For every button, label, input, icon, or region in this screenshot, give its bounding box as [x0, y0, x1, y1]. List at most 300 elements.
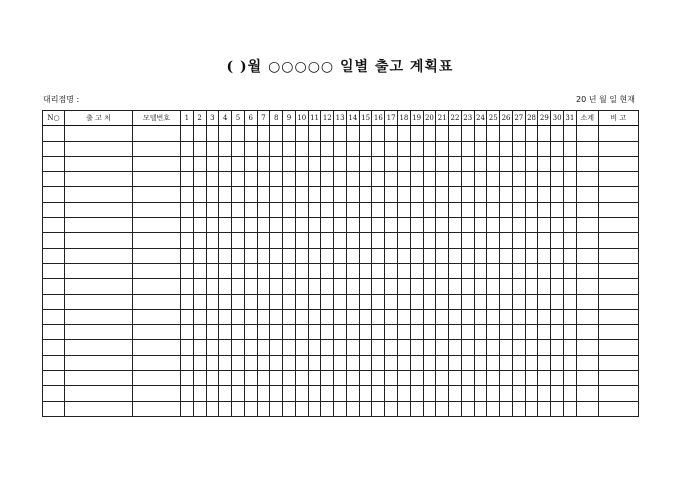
table-cell[interactable] — [500, 401, 513, 416]
table-cell[interactable] — [487, 187, 500, 202]
table-cell[interactable] — [385, 386, 398, 401]
table-cell[interactable] — [321, 172, 334, 187]
table-cell[interactable] — [295, 202, 308, 217]
table-cell[interactable] — [206, 386, 219, 401]
table-cell[interactable] — [487, 401, 500, 416]
table-cell[interactable] — [487, 309, 500, 324]
table-cell[interactable] — [334, 187, 347, 202]
table-cell[interactable] — [43, 233, 65, 248]
table-cell[interactable] — [563, 340, 576, 355]
table-cell[interactable] — [133, 263, 181, 278]
table-cell[interactable] — [295, 141, 308, 156]
table-cell[interactable] — [206, 248, 219, 263]
table-cell[interactable] — [270, 309, 283, 324]
table-cell[interactable] — [206, 263, 219, 278]
table-cell[interactable] — [500, 263, 513, 278]
table-cell[interactable] — [449, 371, 462, 386]
table-cell[interactable] — [563, 294, 576, 309]
table-cell[interactable] — [461, 218, 474, 233]
table-cell[interactable] — [461, 248, 474, 263]
table-cell[interactable] — [551, 371, 564, 386]
table-cell[interactable] — [244, 126, 257, 141]
table-cell[interactable] — [563, 371, 576, 386]
table-cell[interactable] — [538, 187, 551, 202]
table-cell[interactable] — [346, 294, 359, 309]
table-cell[interactable] — [436, 248, 449, 263]
table-cell[interactable] — [283, 401, 296, 416]
table-cell[interactable] — [563, 141, 576, 156]
table-cell[interactable] — [474, 187, 487, 202]
table-cell[interactable] — [43, 218, 65, 233]
table-cell[interactable] — [181, 401, 194, 416]
table-cell[interactable] — [500, 340, 513, 355]
table-cell[interactable] — [133, 386, 181, 401]
table-cell[interactable] — [133, 401, 181, 416]
table-cell[interactable] — [193, 325, 206, 340]
table-cell[interactable] — [206, 156, 219, 171]
table-cell[interactable] — [43, 340, 65, 355]
table-cell[interactable] — [512, 248, 525, 263]
table-cell[interactable] — [346, 309, 359, 324]
table-cell[interactable] — [257, 401, 270, 416]
table-cell[interactable] — [538, 202, 551, 217]
table-cell[interactable] — [244, 263, 257, 278]
table-cell[interactable] — [232, 340, 245, 355]
table-cell[interactable] — [474, 294, 487, 309]
table-cell[interactable] — [334, 172, 347, 187]
table-cell[interactable] — [474, 202, 487, 217]
table-cell[interactable] — [193, 355, 206, 370]
table-cell[interactable] — [193, 187, 206, 202]
table-cell[interactable] — [410, 172, 423, 187]
table-cell[interactable] — [551, 248, 564, 263]
table-cell[interactable] — [423, 248, 436, 263]
table-cell[interactable] — [576, 233, 598, 248]
table-cell[interactable] — [525, 279, 538, 294]
table-cell[interactable] — [270, 386, 283, 401]
table-cell[interactable] — [436, 371, 449, 386]
table-cell[interactable] — [576, 355, 598, 370]
table-cell[interactable] — [232, 233, 245, 248]
table-cell[interactable] — [270, 279, 283, 294]
table-cell[interactable] — [219, 309, 232, 324]
table-cell[interactable] — [500, 248, 513, 263]
table-cell[interactable] — [436, 325, 449, 340]
table-cell[interactable] — [244, 233, 257, 248]
table-cell[interactable] — [410, 202, 423, 217]
table-cell[interactable] — [598, 126, 638, 141]
table-cell[interactable] — [359, 218, 372, 233]
table-cell[interactable] — [321, 294, 334, 309]
table-cell[interactable] — [385, 340, 398, 355]
table-cell[interactable] — [359, 202, 372, 217]
table-cell[interactable] — [43, 371, 65, 386]
table-cell[interactable] — [43, 202, 65, 217]
table-cell[interactable] — [270, 371, 283, 386]
table-cell[interactable] — [270, 294, 283, 309]
table-cell[interactable] — [551, 172, 564, 187]
table-cell[interactable] — [193, 218, 206, 233]
table-cell[interactable] — [598, 371, 638, 386]
table-cell[interactable] — [334, 218, 347, 233]
table-cell[interactable] — [598, 172, 638, 187]
table-cell[interactable] — [321, 355, 334, 370]
table-cell[interactable] — [295, 172, 308, 187]
table-cell[interactable] — [500, 187, 513, 202]
table-cell[interactable] — [359, 294, 372, 309]
table-cell[interactable] — [563, 309, 576, 324]
table-cell[interactable] — [598, 187, 638, 202]
table-cell[interactable] — [43, 187, 65, 202]
table-cell[interactable] — [512, 309, 525, 324]
table-cell[interactable] — [372, 355, 385, 370]
table-cell[interactable] — [43, 172, 65, 187]
table-cell[interactable] — [283, 248, 296, 263]
table-cell[interactable] — [576, 218, 598, 233]
table-cell[interactable] — [398, 279, 411, 294]
table-cell[interactable] — [500, 309, 513, 324]
table-cell[interactable] — [181, 248, 194, 263]
table-cell[interactable] — [500, 279, 513, 294]
table-cell[interactable] — [244, 355, 257, 370]
table-cell[interactable] — [219, 141, 232, 156]
table-cell[interactable] — [449, 233, 462, 248]
table-cell[interactable] — [423, 187, 436, 202]
table-cell[interactable] — [525, 340, 538, 355]
table-cell[interactable] — [219, 263, 232, 278]
table-cell[interactable] — [270, 126, 283, 141]
table-cell[interactable] — [525, 263, 538, 278]
table-cell[interactable] — [461, 340, 474, 355]
table-cell[interactable] — [359, 401, 372, 416]
table-cell[interactable] — [244, 187, 257, 202]
table-cell[interactable] — [385, 371, 398, 386]
table-cell[interactable] — [372, 126, 385, 141]
table-cell[interactable] — [474, 279, 487, 294]
table-cell[interactable] — [436, 401, 449, 416]
table-cell[interactable] — [334, 279, 347, 294]
table-cell[interactable] — [372, 371, 385, 386]
table-cell[interactable] — [449, 340, 462, 355]
table-cell[interactable] — [232, 309, 245, 324]
table-cell[interactable] — [133, 126, 181, 141]
table-cell[interactable] — [525, 187, 538, 202]
table-cell[interactable] — [346, 263, 359, 278]
table-cell[interactable] — [474, 386, 487, 401]
table-cell[interactable] — [334, 156, 347, 171]
table-cell[interactable] — [474, 218, 487, 233]
table-cell[interactable] — [538, 355, 551, 370]
table-cell[interactable] — [372, 279, 385, 294]
table-cell[interactable] — [65, 141, 133, 156]
table-cell[interactable] — [500, 141, 513, 156]
table-cell[interactable] — [219, 325, 232, 340]
table-cell[interactable] — [398, 187, 411, 202]
table-cell[interactable] — [193, 202, 206, 217]
table-cell[interactable] — [181, 279, 194, 294]
table-cell[interactable] — [346, 248, 359, 263]
table-cell[interactable] — [551, 279, 564, 294]
table-cell[interactable] — [295, 263, 308, 278]
table-cell[interactable] — [219, 218, 232, 233]
table-cell[interactable] — [500, 355, 513, 370]
table-cell[interactable] — [321, 233, 334, 248]
table-cell[interactable] — [423, 156, 436, 171]
table-cell[interactable] — [43, 401, 65, 416]
table-cell[interactable] — [283, 279, 296, 294]
table-cell[interactable] — [206, 325, 219, 340]
table-cell[interactable] — [410, 325, 423, 340]
table-cell[interactable] — [576, 156, 598, 171]
table-cell[interactable] — [334, 340, 347, 355]
table-cell[interactable] — [181, 141, 194, 156]
table-cell[interactable] — [283, 325, 296, 340]
table-cell[interactable] — [538, 340, 551, 355]
table-cell[interactable] — [232, 248, 245, 263]
table-cell[interactable] — [219, 202, 232, 217]
table-cell[interactable] — [133, 233, 181, 248]
table-cell[interactable] — [461, 187, 474, 202]
table-cell[interactable] — [244, 218, 257, 233]
table-cell[interactable] — [346, 202, 359, 217]
table-cell[interactable] — [321, 248, 334, 263]
table-cell[interactable] — [512, 325, 525, 340]
table-cell[interactable] — [181, 340, 194, 355]
table-cell[interactable] — [257, 202, 270, 217]
table-cell[interactable] — [487, 386, 500, 401]
table-cell[interactable] — [398, 172, 411, 187]
table-cell[interactable] — [193, 248, 206, 263]
table-cell[interactable] — [538, 172, 551, 187]
table-cell[interactable] — [43, 248, 65, 263]
table-cell[interactable] — [500, 325, 513, 340]
table-cell[interactable] — [257, 355, 270, 370]
table-cell[interactable] — [206, 218, 219, 233]
table-cell[interactable] — [232, 386, 245, 401]
table-cell[interactable] — [436, 172, 449, 187]
table-cell[interactable] — [538, 401, 551, 416]
table-cell[interactable] — [359, 156, 372, 171]
table-cell[interactable] — [295, 126, 308, 141]
table-cell[interactable] — [538, 248, 551, 263]
table-cell[interactable] — [500, 172, 513, 187]
table-cell[interactable] — [576, 187, 598, 202]
table-cell[interactable] — [295, 187, 308, 202]
table-cell[interactable] — [334, 263, 347, 278]
table-cell[interactable] — [283, 187, 296, 202]
table-cell[interactable] — [538, 325, 551, 340]
table-cell[interactable] — [334, 126, 347, 141]
table-cell[interactable] — [410, 187, 423, 202]
table-cell[interactable] — [449, 309, 462, 324]
table-cell[interactable] — [257, 386, 270, 401]
table-cell[interactable] — [65, 263, 133, 278]
table-cell[interactable] — [423, 309, 436, 324]
table-cell[interactable] — [359, 172, 372, 187]
table-cell[interactable] — [576, 172, 598, 187]
table-cell[interactable] — [512, 294, 525, 309]
table-cell[interactable] — [308, 355, 321, 370]
table-cell[interactable] — [474, 371, 487, 386]
table-cell[interactable] — [334, 371, 347, 386]
table-cell[interactable] — [487, 218, 500, 233]
table-cell[interactable] — [538, 141, 551, 156]
table-cell[interactable] — [43, 156, 65, 171]
table-cell[interactable] — [219, 371, 232, 386]
table-cell[interactable] — [244, 309, 257, 324]
table-cell[interactable] — [449, 325, 462, 340]
table-cell[interactable] — [206, 141, 219, 156]
table-cell[interactable] — [385, 248, 398, 263]
table-cell[interactable] — [525, 355, 538, 370]
table-cell[interactable] — [551, 233, 564, 248]
table-cell[interactable] — [512, 355, 525, 370]
table-cell[interactable] — [321, 263, 334, 278]
table-cell[interactable] — [538, 218, 551, 233]
table-cell[interactable] — [283, 309, 296, 324]
table-cell[interactable] — [598, 309, 638, 324]
table-cell[interactable] — [563, 218, 576, 233]
table-cell[interactable] — [232, 202, 245, 217]
table-cell[interactable] — [283, 355, 296, 370]
table-cell[interactable] — [525, 401, 538, 416]
table-cell[interactable] — [500, 386, 513, 401]
table-cell[interactable] — [193, 141, 206, 156]
table-cell[interactable] — [346, 386, 359, 401]
table-cell[interactable] — [232, 294, 245, 309]
table-cell[interactable] — [232, 263, 245, 278]
table-cell[interactable] — [65, 279, 133, 294]
table-cell[interactable] — [359, 141, 372, 156]
table-cell[interactable] — [193, 386, 206, 401]
table-cell[interactable] — [512, 386, 525, 401]
table-cell[interactable] — [133, 187, 181, 202]
table-cell[interactable] — [423, 172, 436, 187]
table-cell[interactable] — [474, 263, 487, 278]
table-cell[interactable] — [436, 233, 449, 248]
table-cell[interactable] — [525, 126, 538, 141]
table-cell[interactable] — [474, 355, 487, 370]
table-cell[interactable] — [321, 401, 334, 416]
table-cell[interactable] — [321, 126, 334, 141]
table-cell[interactable] — [321, 386, 334, 401]
table-cell[interactable] — [181, 218, 194, 233]
table-cell[interactable] — [512, 279, 525, 294]
table-cell[interactable] — [563, 187, 576, 202]
table-cell[interactable] — [244, 156, 257, 171]
table-cell[interactable] — [257, 248, 270, 263]
table-cell[interactable] — [372, 172, 385, 187]
table-cell[interactable] — [321, 340, 334, 355]
table-cell[interactable] — [487, 172, 500, 187]
table-cell[interactable] — [321, 187, 334, 202]
table-cell[interactable] — [563, 202, 576, 217]
table-cell[interactable] — [372, 218, 385, 233]
table-cell[interactable] — [219, 294, 232, 309]
table-cell[interactable] — [133, 294, 181, 309]
table-cell[interactable] — [461, 156, 474, 171]
table-cell[interactable] — [372, 325, 385, 340]
table-cell[interactable] — [359, 279, 372, 294]
table-cell[interactable] — [359, 386, 372, 401]
table-cell[interactable] — [65, 202, 133, 217]
table-cell[interactable] — [334, 386, 347, 401]
table-cell[interactable] — [538, 156, 551, 171]
table-cell[interactable] — [525, 371, 538, 386]
table-cell[interactable] — [133, 202, 181, 217]
table-cell[interactable] — [474, 248, 487, 263]
table-cell[interactable] — [551, 294, 564, 309]
table-cell[interactable] — [410, 371, 423, 386]
table-cell[interactable] — [219, 172, 232, 187]
table-cell[interactable] — [219, 401, 232, 416]
table-cell[interactable] — [398, 294, 411, 309]
table-cell[interactable] — [181, 202, 194, 217]
table-cell[interactable] — [461, 263, 474, 278]
table-cell[interactable] — [598, 279, 638, 294]
table-cell[interactable] — [385, 218, 398, 233]
table-cell[interactable] — [576, 263, 598, 278]
table-cell[interactable] — [474, 309, 487, 324]
table-cell[interactable] — [193, 309, 206, 324]
table-cell[interactable] — [500, 202, 513, 217]
table-cell[interactable] — [133, 371, 181, 386]
table-cell[interactable] — [525, 156, 538, 171]
table-cell[interactable] — [308, 386, 321, 401]
table-cell[interactable] — [598, 401, 638, 416]
table-cell[interactable] — [525, 309, 538, 324]
table-cell[interactable] — [461, 126, 474, 141]
table-cell[interactable] — [551, 156, 564, 171]
table-cell[interactable] — [538, 126, 551, 141]
table-cell[interactable] — [321, 309, 334, 324]
table-cell[interactable] — [372, 187, 385, 202]
table-cell[interactable] — [308, 309, 321, 324]
table-cell[interactable] — [181, 325, 194, 340]
table-cell[interactable] — [295, 355, 308, 370]
table-cell[interactable] — [598, 218, 638, 233]
table-cell[interactable] — [512, 371, 525, 386]
table-cell[interactable] — [232, 141, 245, 156]
table-cell[interactable] — [334, 401, 347, 416]
table-cell[interactable] — [257, 263, 270, 278]
table-cell[interactable] — [487, 340, 500, 355]
table-cell[interactable] — [65, 233, 133, 248]
table-cell[interactable] — [270, 340, 283, 355]
table-cell[interactable] — [346, 325, 359, 340]
table-cell[interactable] — [449, 386, 462, 401]
table-cell[interactable] — [244, 340, 257, 355]
table-cell[interactable] — [551, 126, 564, 141]
table-cell[interactable] — [359, 355, 372, 370]
table-cell[interactable] — [181, 371, 194, 386]
table-cell[interactable] — [206, 172, 219, 187]
table-cell[interactable] — [436, 340, 449, 355]
table-cell[interactable] — [398, 218, 411, 233]
table-cell[interactable] — [257, 371, 270, 386]
table-cell[interactable] — [487, 141, 500, 156]
table-cell[interactable] — [423, 371, 436, 386]
table-cell[interactable] — [372, 156, 385, 171]
table-cell[interactable] — [551, 187, 564, 202]
table-cell[interactable] — [270, 156, 283, 171]
table-cell[interactable] — [206, 401, 219, 416]
table-cell[interactable] — [43, 141, 65, 156]
table-cell[interactable] — [525, 386, 538, 401]
table-cell[interactable] — [65, 248, 133, 263]
table-cell[interactable] — [576, 371, 598, 386]
table-cell[interactable] — [474, 172, 487, 187]
